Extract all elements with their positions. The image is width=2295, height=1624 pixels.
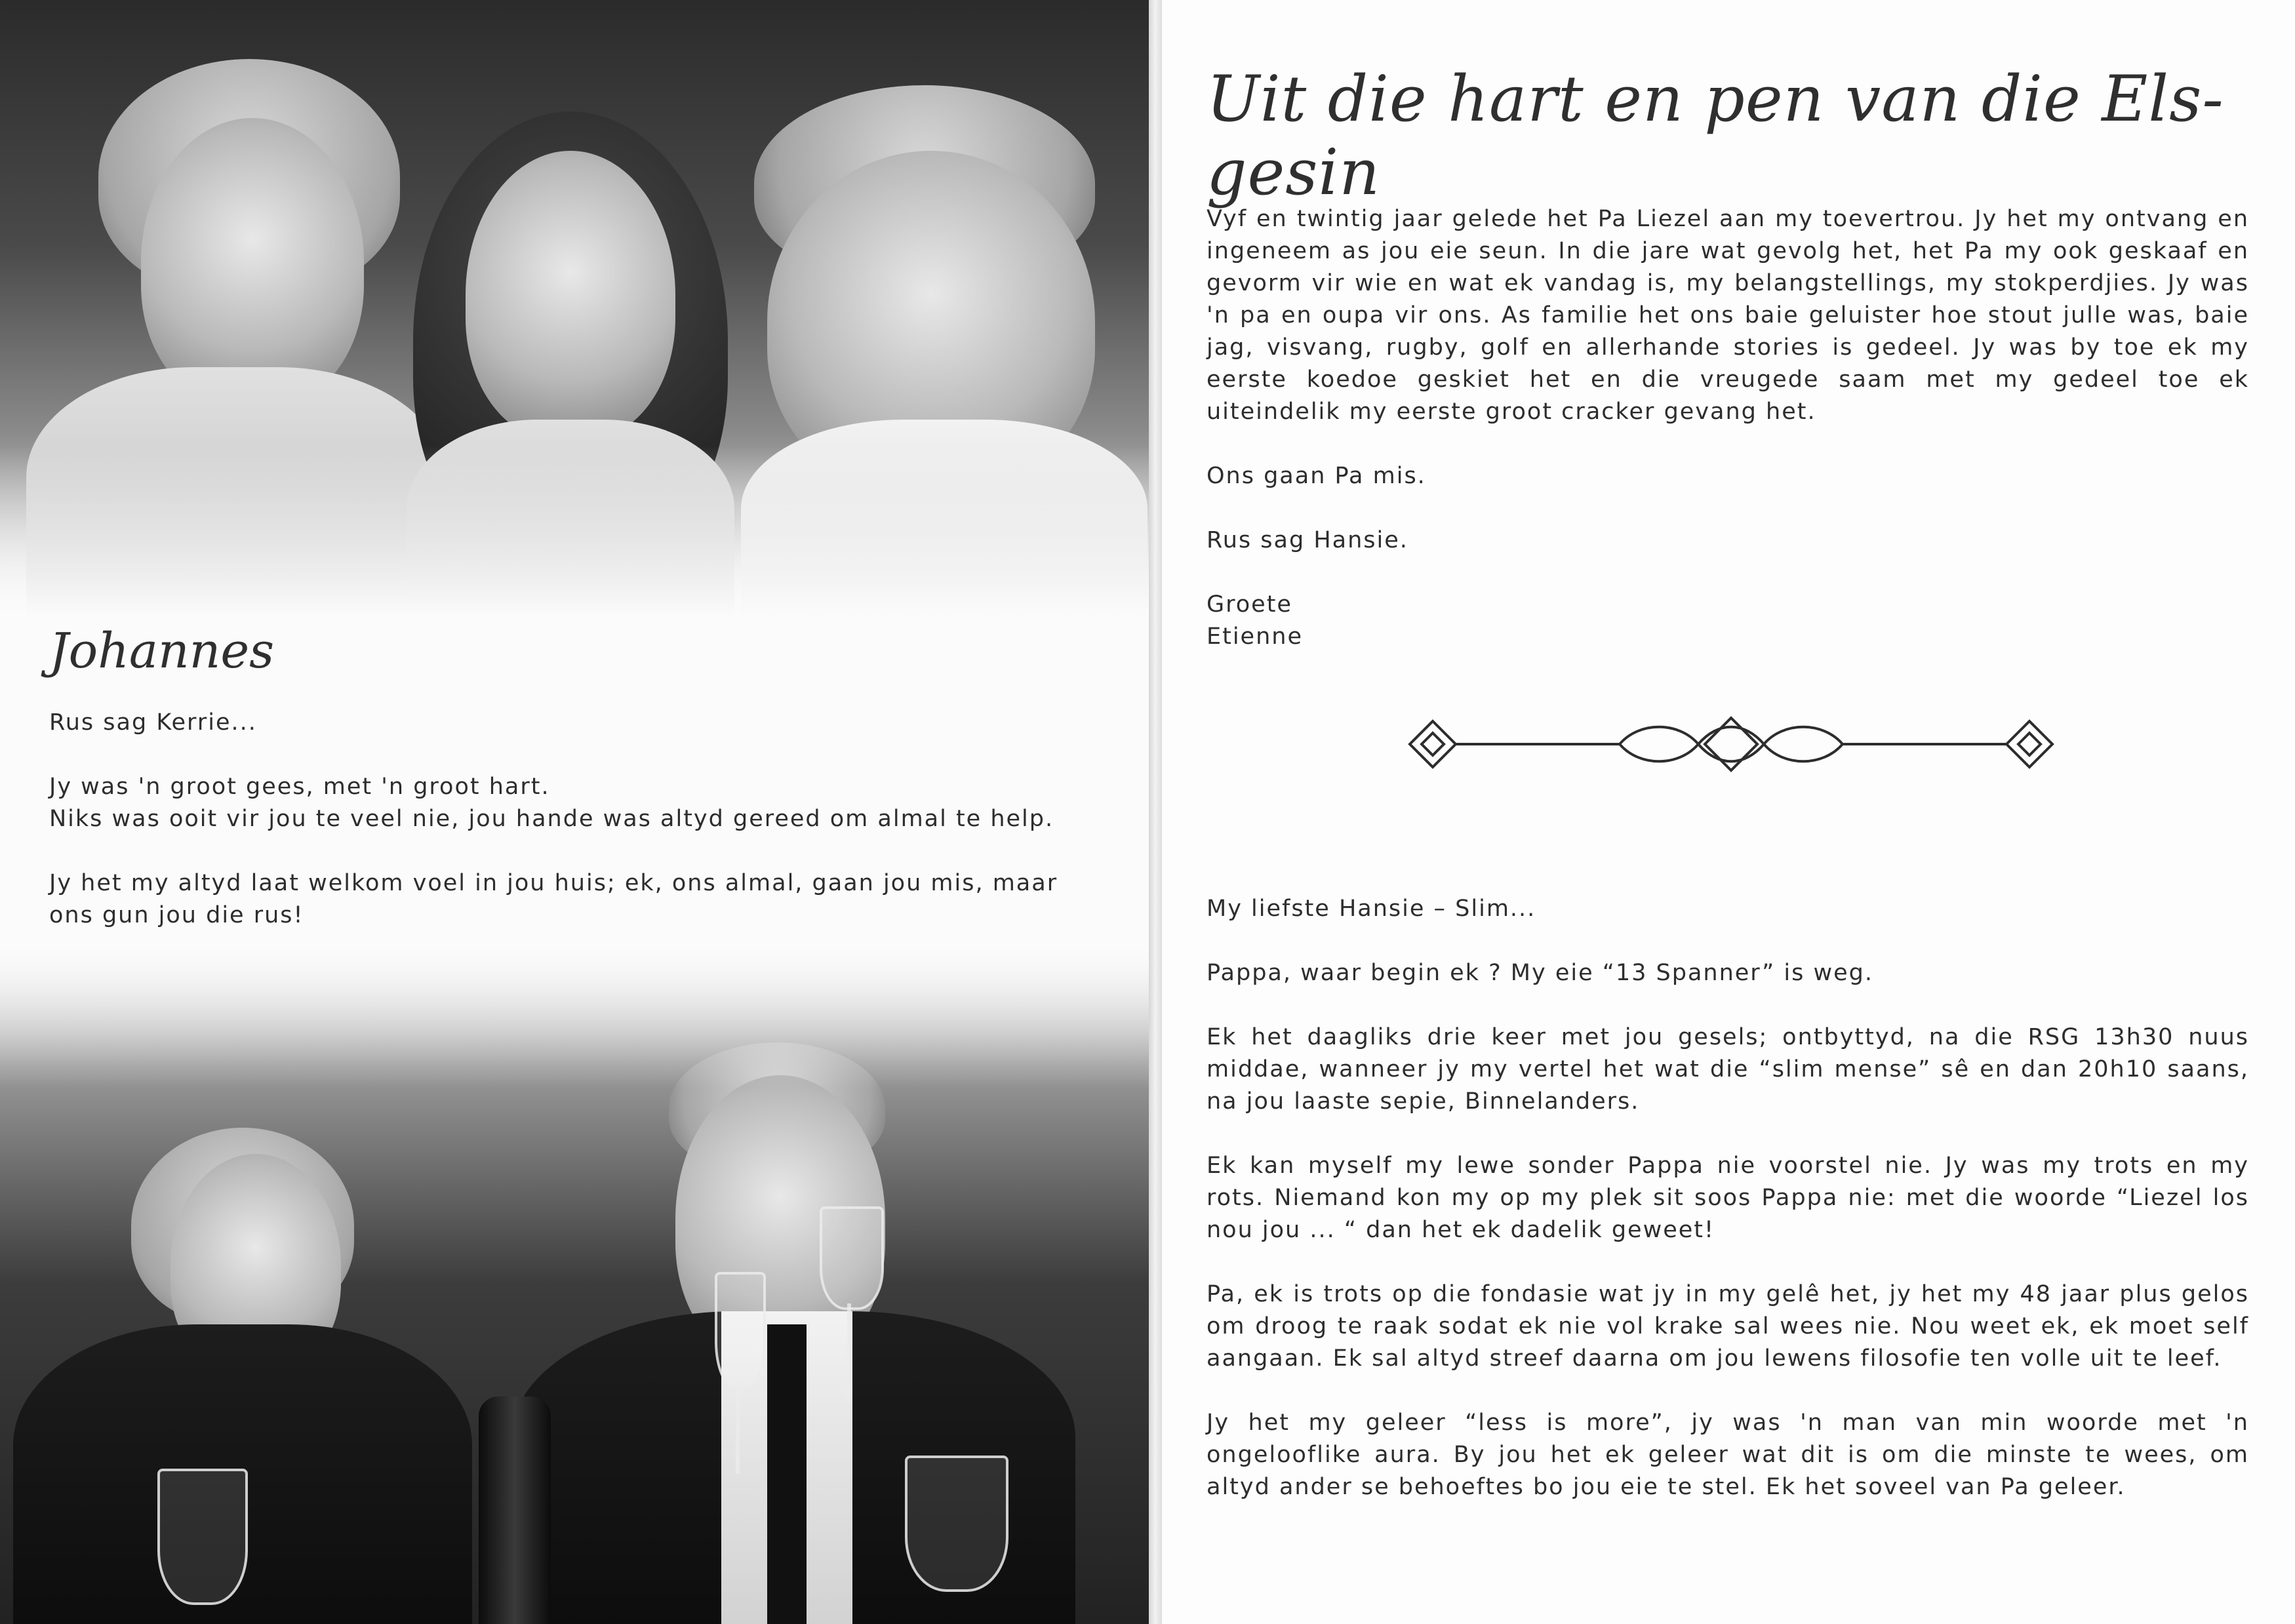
glass-stem — [847, 1303, 851, 1402]
heading-els-gesin: Uit die hart en pen van die Els-gesin — [1207, 62, 2224, 209]
glass-stem — [736, 1382, 740, 1474]
wine-glass — [157, 1469, 248, 1605]
liezel-paragraph-1: Pappa, waar begin ek ? My eie “13 Spanner” is weg. — [1207, 960, 1874, 986]
man-tie — [767, 1324, 807, 1624]
message-line-1: Jy was 'n groot gees, met 'n groot hart. — [49, 774, 550, 800]
liezel-paragraph-5: Jy het my geleer “less is more”, jy was 'n man van min woorde met 'n ongelooflike aura. By jou het ek geleer wat dit is om die minste te wees, om altyd ander se behoeftes bo jou eie te stel. Ek het soveel van Pa geleer. — [1207, 1410, 2249, 1500]
message-liezel — [1207, 893, 2249, 1535]
wine-glass — [905, 1456, 1008, 1592]
grandmother-body — [26, 367, 446, 616]
girl-face — [466, 151, 675, 439]
heading-johannes: Johannes — [49, 623, 275, 679]
message-etienne — [1207, 203, 2249, 685]
etienne-miss-line: Ons gaan Pa mis. — [1207, 463, 1426, 489]
etienne-rest-line: Rus sag Hansie. — [1207, 527, 1408, 553]
message-line-2: Niks was ooit vir jou te veel nie, jou hande was altyd gereed om almal te help. — [49, 806, 1054, 832]
message-line-3: Jy het my altyd laat welkom voel in jou huis; ek, ons almal, gaan jou mis, maar ons gun jou die rus! — [49, 870, 1058, 928]
infinity-divider-icon — [1403, 705, 2059, 783]
etienne-greeting: Groete — [1207, 591, 1292, 618]
grandfather-shirt — [741, 420, 1148, 616]
family-photo — [0, 0, 1149, 616]
liezel-opening: My liefste Hansie – Slim... — [1207, 896, 1536, 922]
etienne-paragraph: Vyf en twintig jaar gelede het Pa Liezel aan my toevertrou. Jy het my ontvang en ingeneem as jou eie seun. In die jare wat gevolg het, het Pa my ook geskaaf en gevorm vir wie en wat ek vandag is, my belangstellings, my stokperdjies. Jy was 'n pa en oupa vir ons. As familie het ons baie geluister hoe stout julle was, baie jag, visvang, rugby, golf en allerhande stories is gedeel. Jy was by toe ek my eerste koedoe geskiet het en die vreugede saam met my gedeel toe ek uiteindelik my eerste groot cracker gevang het. — [1207, 206, 2249, 425]
liezel-paragraph-2: Ek het daagliks drie keer met jou gesels; ontbyttyd, na die RSG 13h30 nuus middae, wanneer jy my vertel het wat die “slim mense” sê en dan 20h10 saans, na jou laaste sepie, Binnelanders. — [1207, 1024, 2249, 1115]
girl-body — [407, 420, 734, 616]
liezel-paragraph-3: Ek kan myself my lewe sonder Pappa nie voorstel nie. Jy was my trots en my rots. Niemand kon my op my plek sit soos Pappa nie: met die woorde “Liezel los nou jou ... “ dan het ek dadelik geweet! — [1207, 1153, 2249, 1243]
book-gutter — [1149, 0, 1162, 1624]
champagne-bottle — [479, 1396, 551, 1624]
etienne-name: Etienne — [1207, 624, 1303, 650]
champagne-glass — [715, 1272, 766, 1389]
liezel-paragraph-4: Pa, ek is trots op die fondasie wat jy in my gelê het, jy het my 48 jaar plus gelos om droog te raak sodat ek nie vol krake sal wees nie. Nou weet ek, ek moet self aangaan. Ek sal altyd streef daarna om jou lewens filosofie ten volle uit te leef. — [1207, 1281, 2249, 1372]
toast-photo — [0, 944, 1149, 1624]
message-greeting: Rus sag Kerrie... — [49, 709, 257, 736]
grandmother-face — [141, 118, 364, 406]
champagne-glass — [820, 1206, 884, 1310]
